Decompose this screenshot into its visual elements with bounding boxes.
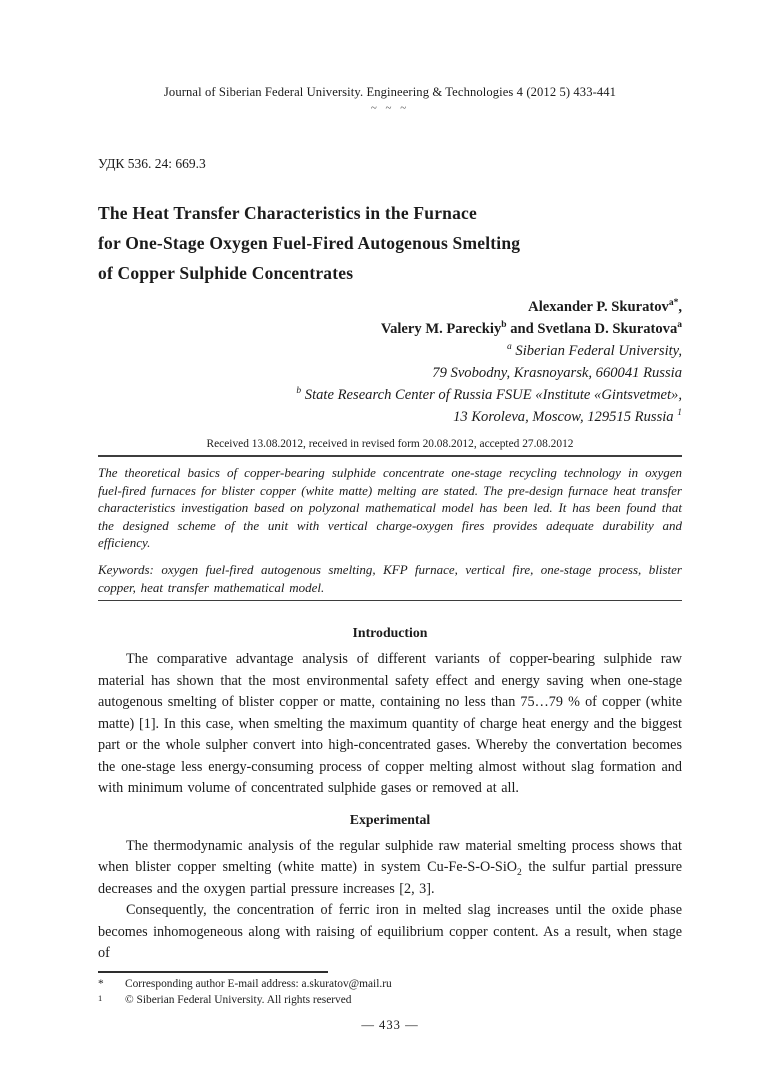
article-title-line-3: of Copper Sulphide Concentrates <box>98 263 354 283</box>
affiliation-a-address: 79 Svobodny, Krasnoyarsk, 660041 Russia <box>432 365 682 381</box>
footnote-corresponding-author <box>98 976 682 992</box>
section-heading-introduction: Introduction <box>352 625 428 641</box>
section-heading-experimental: Experimental <box>349 811 431 827</box>
affiliation-b-address <box>98 406 682 428</box>
experimental-paragraph-1 <box>98 836 682 901</box>
authors-affiliations-block <box>98 296 682 428</box>
affiliation-b-line <box>98 384 682 406</box>
abstract-top-rule <box>98 455 682 457</box>
paper-content-column <box>98 0 682 1033</box>
article-title <box>98 198 682 288</box>
footnote-separator-rule <box>98 971 328 973</box>
experimental-p1-text: The thermodynamic analysis of the regular sulphide raw material smelting process shows that when blister copper smelting (white matte) in system Cu-Fe-S-O-SiO <box>98 837 682 876</box>
article-title-line-2: for One-Stage Oxygen Fuel-Fired Autogenous Smelting <box>98 233 521 253</box>
author-3-superscript: a <box>677 320 682 331</box>
tilde-ornament: ~ ~ ~ <box>370 102 410 114</box>
introduction-paragraph: The comparative advantage analysis of different variants of copper-bearing sulphide raw material has shown that the most environmental safety effect and energy saving when one-stage autogenous smelting of blister copper or matte, containing no less than 75…79 % of copper (white matte) [1]. In this case, when smelting the maximum quantity of charge heat energy and the biggest part or the whole sulpher convert into high-concentrated gases. Whereby the convertation becomes the one-stage less energy-consuming process of copper melting almost without slag formation and with minimum volume of concentrated sulphide gases or removed at all. <box>98 651 682 797</box>
author-name-1: Alexander P. Skuratov <box>528 299 669 315</box>
author-name-3: and Svetlana D. Skuratova <box>506 321 678 337</box>
article-title-line-1: The Heat Transfer Characteristics in the Furnace <box>98 203 477 223</box>
affiliation-b-name: State Research Center of Russia FSUE «Institute «Gintsvetmet», <box>301 387 682 403</box>
affiliation-a-line <box>98 340 682 362</box>
author-1-comma: , <box>678 299 682 315</box>
footnote-asterisk-marker: * <box>98 977 104 990</box>
affiliation-a-name: Siberian Federal University, <box>511 343 682 359</box>
affiliation-a-superscript: a <box>507 342 512 353</box>
experimental-p1-text-cont: the sulfur partial pressure decreases and the oxygen partial pressure increases [2, 3]. <box>98 859 682 897</box>
abstract-bottom-rule <box>98 600 682 601</box>
footnote-copyright <box>98 992 682 1008</box>
journal-header-line: Journal of Siberian Federal University. Engineering & Technologies 4 (2012 5) 433-441 <box>163 85 617 99</box>
author-2-superscript: b <box>501 320 507 331</box>
author-line-1 <box>98 296 682 318</box>
abstract-paragraph: The theoretical basics of copper-bearing sulphide concentrate one-stage recycling technology in oxygen fuel-fired furnaces for blister copper (white matte) melting are stated. The pre-design furnace heat transfer characteristics investigation based on polyzonal mathematical model has been led. It has been found that the designed scheme of the unit with vertical charge-oxygen fires provides adequate durability and efficiency. <box>98 465 682 551</box>
author-line-2 <box>98 318 682 340</box>
copyright-footnote-superscript: 1 <box>677 408 682 419</box>
author-1-superscript: a* <box>668 298 679 309</box>
affiliation-b-superscript: b <box>296 386 302 397</box>
sio2-subscript: 2 <box>517 867 522 878</box>
experimental-paragraph-2: Consequently, the concentration of ferric iron in melted slag increases until the oxide phase becomes inhomogeneous along with raising of equilibrium copper content. As a result, when stage of <box>98 902 682 962</box>
footnote-number-marker: 1 <box>98 992 103 1003</box>
footnotes-block <box>98 976 682 1008</box>
received-dates-line: Received 13.08.2012, received in revised form 20.08.2012, accepted 27.08.2012 <box>206 438 574 450</box>
keywords-paragraph: Keywords: oxygen fuel-fired autogenous smelting, KFP furnace, vertical fire, one-stage process, blister copper, heat transfer mathematical model. <box>98 561 682 595</box>
page-number: — 433 — <box>361 1017 419 1032</box>
udk-code: УДК 536. 24: 669.3 <box>98 156 206 171</box>
footnote-corresponding-author-text: Corresponding author E-mail address: a.skuratov@mail.ru <box>125 977 392 990</box>
affiliation-b-address-text: 13 Koroleva, Moscow, 129515 Russia <box>453 409 678 425</box>
author-name-2: Valery M. Pareckiy <box>380 321 502 337</box>
footnote-copyright-text: © Siberian Federal University. All rights reserved <box>125 993 352 1006</box>
